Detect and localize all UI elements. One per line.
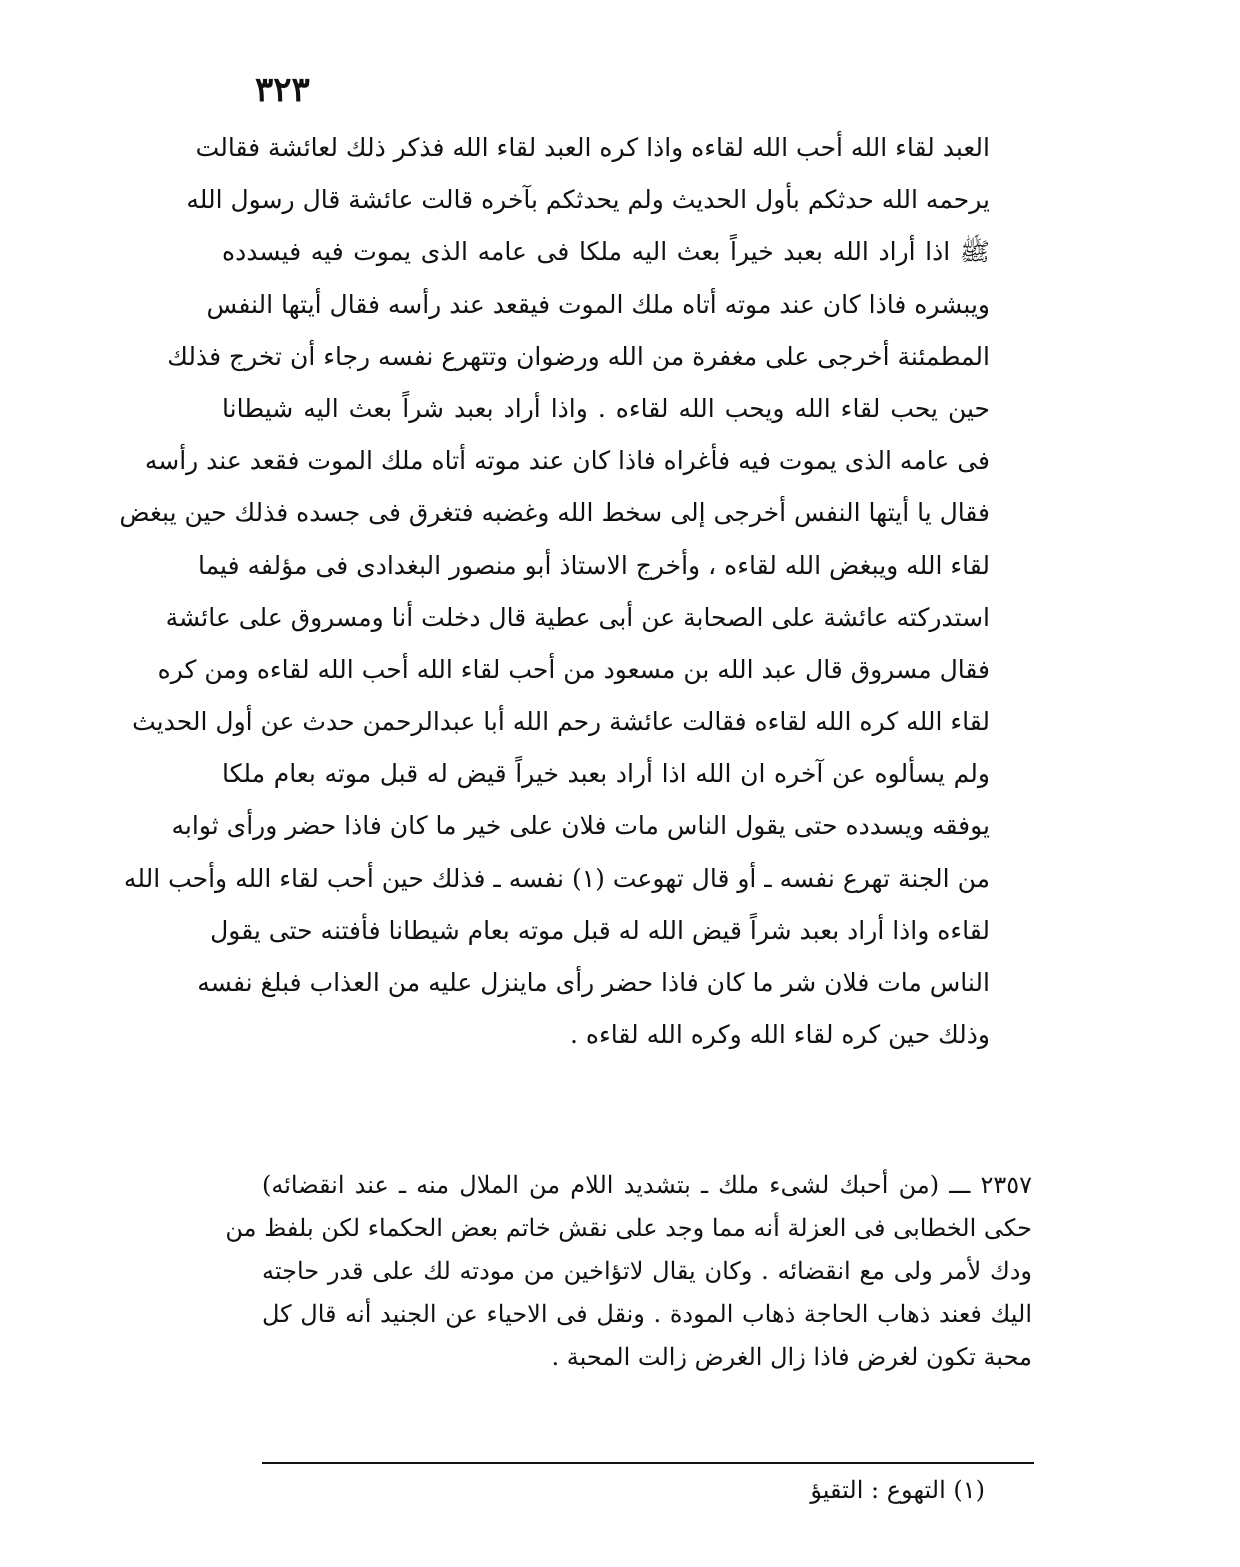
entry-heading-line: ٢٣٥٧ ـــ (من أحبك لشىء ملك ـ بتشديد اللام من الملال منه ـ عند انقضائه) [262, 1171, 1032, 1199]
text-line: اليك فعند ذهاب الحاجة ذهاب المودة . ونقل فى الاحياء عن الجنيد أنه قال كل [262, 1300, 1032, 1328]
page-number: ٣٢٣ [255, 70, 310, 110]
text-line: فى عامه الذى يموت فيه فأغراه فاذا كان عند موته أتاه ملك الموت فقعد عند رأسه [144, 446, 990, 476]
text-line: وذلك حين كره لقاء الله وكره الله لقاءه . [570, 1020, 990, 1050]
text-line: العبد لقاء الله أحب الله لقاءه واذا كره العبد لقاء الله فذكر ذلك لعائشة فقالت [195, 133, 990, 162]
text-line: ﷺ اذا أراد الله بعبد خيراً بعث اليه ملكا فى عامه الذى يموت فيه فيسدده [222, 237, 990, 267]
text-line: فقال مسروق قال عبد الله بن مسعود من أحب لقاء الله أحب الله لقاءه ومن كره [157, 654, 990, 684]
hadith-entry-2357 [225, 1164, 1032, 1379]
text-line: من الجنة تهرع نفسه ـ أو قال تهوعت (١) نفسه ـ فذلك حين أحب لقاء الله وأحب الله [123, 863, 990, 893]
text-line: يرحمه الله حدثكم بأول الحديث ولم يحدثكم بآخره قالت عائشة قال رسول الله [186, 185, 990, 215]
footnote-divider [262, 1462, 1034, 1464]
text-line: ولم يسألوه عن آخره ان الله اذا أراد بعبد خيراً قيض له قبل موته بعام ملكا [222, 759, 990, 789]
text-line: ودك لأمر ولى مع انقضائه . وكان يقال لاتؤاخين من مودته لك على قدر حاجته [262, 1257, 1032, 1285]
text-line: المطمئنة أخرجى على مغفرة من الله ورضوان وتتهرع نفسه رجاء أن تخرج فذلك [167, 341, 990, 371]
main-text-block [119, 122, 990, 1061]
footnote: (١) التهوع : التقيؤ [810, 1476, 985, 1504]
text-line: استدركته عائشة على الصحابة عن أبى عطية قال دخلت أنا ومسروق على عائشة [165, 602, 990, 632]
text-line: الناس مات فلان شر ما كان فاذا حضر رأى ماينزل عليه من العذاب فبلغ نفسه [197, 968, 990, 997]
text-line: لقاء الله كره الله لقاءه فقالت عائشة رحم الله أبا عبدالرحمن حدث عن أول الحديث [132, 707, 990, 737]
text-line: لقاءه واذا أراد بعبد شراً قيض الله له قبل موته بعام شيطانا فأفتنه حتى يقول [210, 915, 990, 945]
text-line: حكى الخطابى فى العزلة أنه مما وجد على نقش خاتم بعض الحكماء لكن بلفظ من [225, 1214, 1032, 1242]
text-line: يوفقه ويسدده حتى يقول الناس مات فلان على خير ما كان فاذا حضر ورأى ثوابه [171, 811, 990, 841]
text-line: محبة تكون لغرض فاذا زال الغرض زالت المحبة . [551, 1343, 1032, 1371]
text-line: ويبشره فاذا كان عند موته أتاه ملك الموت فيقعد عند رأسه فقال أيتها النفس [206, 289, 990, 319]
text-line: فقال يا أيتها النفس أخرجى إلى سخط الله وغضبه فتغرق فى جسده فذلك حين يبغض [119, 498, 990, 528]
text-line: لقاء الله ويبغض الله لقاءه ، وأخرج الاستاذ أبو منصور البغدادى فى مؤلفه فيما [197, 550, 990, 580]
text-line: حين يحب لقاء الله ويحب الله لقاءه . واذا أراد بعبد شراً بعث اليه شيطانا [222, 393, 990, 423]
